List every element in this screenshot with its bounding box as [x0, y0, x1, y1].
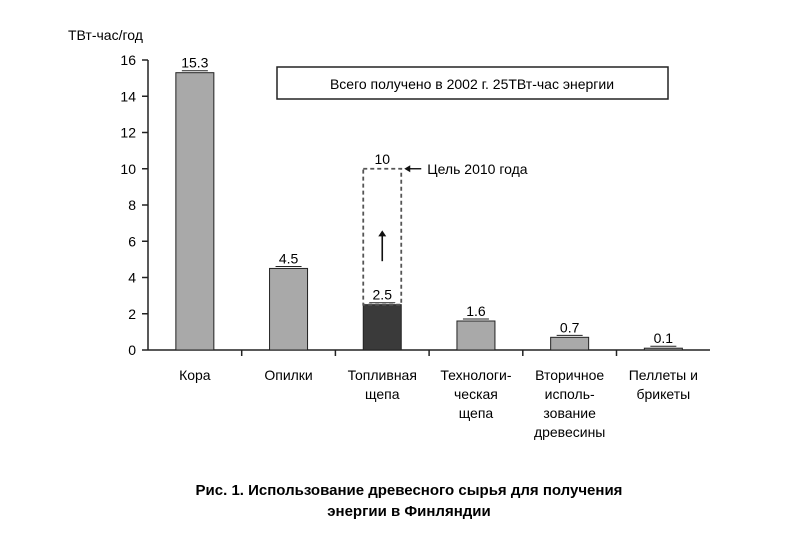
y-tick-label: 2: [128, 305, 136, 322]
category-label: Пеллеты и: [628, 367, 698, 383]
up-arrow-head-icon: [378, 230, 386, 236]
bar-2: [363, 305, 401, 350]
y-tick-label: 12: [120, 124, 136, 141]
y-tick-label: 10: [120, 160, 136, 177]
category-label: брикеты: [636, 386, 691, 402]
bar-1: [270, 268, 308, 350]
y-tick-label: 6: [128, 233, 136, 250]
category-label: ческая: [454, 386, 498, 402]
category-label: зование: [543, 405, 596, 421]
y-tick-label: 16: [120, 52, 136, 68]
y-axis-title: ТВт-час/год: [68, 27, 143, 43]
bar-value-label: 4.5: [278, 250, 299, 267]
bar-value-label: 0.1: [653, 330, 674, 347]
category-label: Опилки: [264, 367, 313, 383]
bar-value-label: 15.3: [181, 54, 209, 71]
category-label: Технологи-: [440, 367, 512, 383]
bar-value-label: 0.7: [559, 319, 580, 336]
category-label: щепа: [364, 386, 400, 402]
left-arrow-icon: [404, 165, 410, 172]
bar-3: [457, 321, 495, 350]
y-tick-label: 14: [120, 88, 136, 105]
category-label: Кора: [179, 367, 211, 383]
target-value-label: 10: [374, 150, 391, 167]
y-tick-label: 8: [128, 197, 136, 213]
category-label: древесины: [533, 424, 606, 440]
y-tick-label: 4: [128, 269, 136, 286]
bar-value-label: 1.6: [466, 303, 486, 319]
category-label: исполь-: [544, 386, 595, 402]
y-tick-label: 0: [128, 342, 136, 358]
bar-value-label: 2.5: [372, 286, 392, 303]
bar-4: [551, 337, 589, 350]
bar-0: [176, 73, 214, 350]
figure-caption-line1: Рис. 1. Использование древесного сырья для получения: [195, 482, 623, 499]
info-box-text: Всего получено в 2002 г. 25ТВт-час энергии: [329, 76, 615, 92]
target-annotation: Цель 2010 года: [427, 160, 528, 177]
figure-caption-line2: энергии в Финляндии: [327, 503, 491, 520]
bar-5: [644, 348, 682, 350]
category-label: щепа: [458, 405, 494, 421]
category-label: Топливная: [347, 367, 417, 383]
category-label: Вторичное: [535, 367, 605, 383]
